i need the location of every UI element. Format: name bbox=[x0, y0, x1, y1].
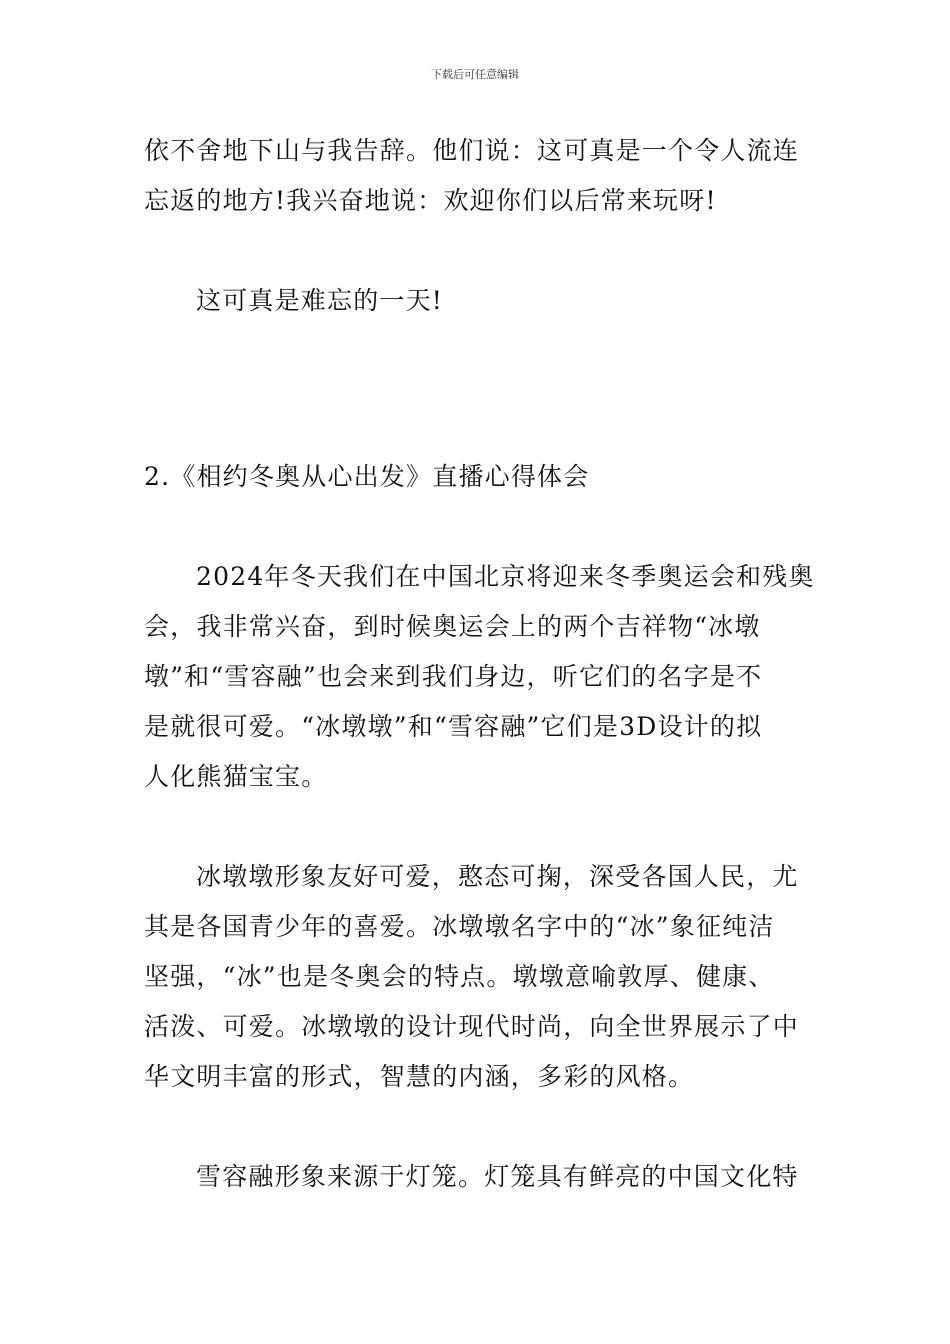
text-line: 忘返的地方!我兴奋地说：欢迎你们以后常来玩呀! bbox=[144, 186, 717, 215]
paragraph-shuey-rhon-rhon bbox=[144, 1152, 808, 1202]
text-line: 冰墩墩形象友好可爱，憨态可掬，深受各国人民，尤 bbox=[196, 862, 799, 891]
paragraph-farewell bbox=[144, 126, 808, 226]
text-line: 雪容融形象来源于灯笼。灯笼具有鲜亮的中国文化特 bbox=[196, 1162, 799, 1191]
document-body bbox=[144, 126, 815, 1202]
text-line: 其是各国青少年的喜爱。冰墩墩名字中的“冰”象征纯洁 bbox=[144, 912, 775, 941]
heading-text: 2.《相约冬奥从心出发》直播心得体会 bbox=[144, 462, 590, 491]
text-line: 2024年冬天我们在中国北京将迎来冬季奥运会和残奥 bbox=[196, 562, 815, 591]
text-line: 墩”和“雪容融”也会来到我们身边，听它们的名字是不 bbox=[144, 662, 763, 691]
text-line: 这可真是难忘的一天! bbox=[196, 286, 444, 315]
text-line: 华文明丰富的形式，智慧的内涵，多彩的风格。 bbox=[144, 1062, 695, 1091]
paragraph-bing-dwen-dwen bbox=[144, 852, 808, 1102]
section-heading bbox=[144, 452, 808, 502]
header-note: 下载后可任意编辑 bbox=[431, 68, 519, 81]
paragraph-mascots-intro bbox=[144, 552, 815, 802]
paragraph-memorable-day bbox=[144, 276, 808, 326]
text-line: 是就很可爱。“冰墩墩”和“雪容融”它们是3D设计的拟 bbox=[144, 712, 763, 741]
text-line: 会，我非常兴奋，到时候奥运会上的两个吉祥物“冰墩 bbox=[144, 612, 761, 641]
text-line: 活泼、可爱。冰墩墩的设计现代时尚，向全世界展示了中 bbox=[144, 1012, 800, 1041]
text-line: 人化熊猫宝宝。 bbox=[144, 762, 328, 791]
text-line: 依不舍地下山与我告辞。他们说：这可真是一个令人流连 bbox=[144, 136, 800, 165]
text-line: 坚强，“冰”也是冬奥会的特点。墩墩意喻敦厚、健康、 bbox=[144, 962, 775, 991]
